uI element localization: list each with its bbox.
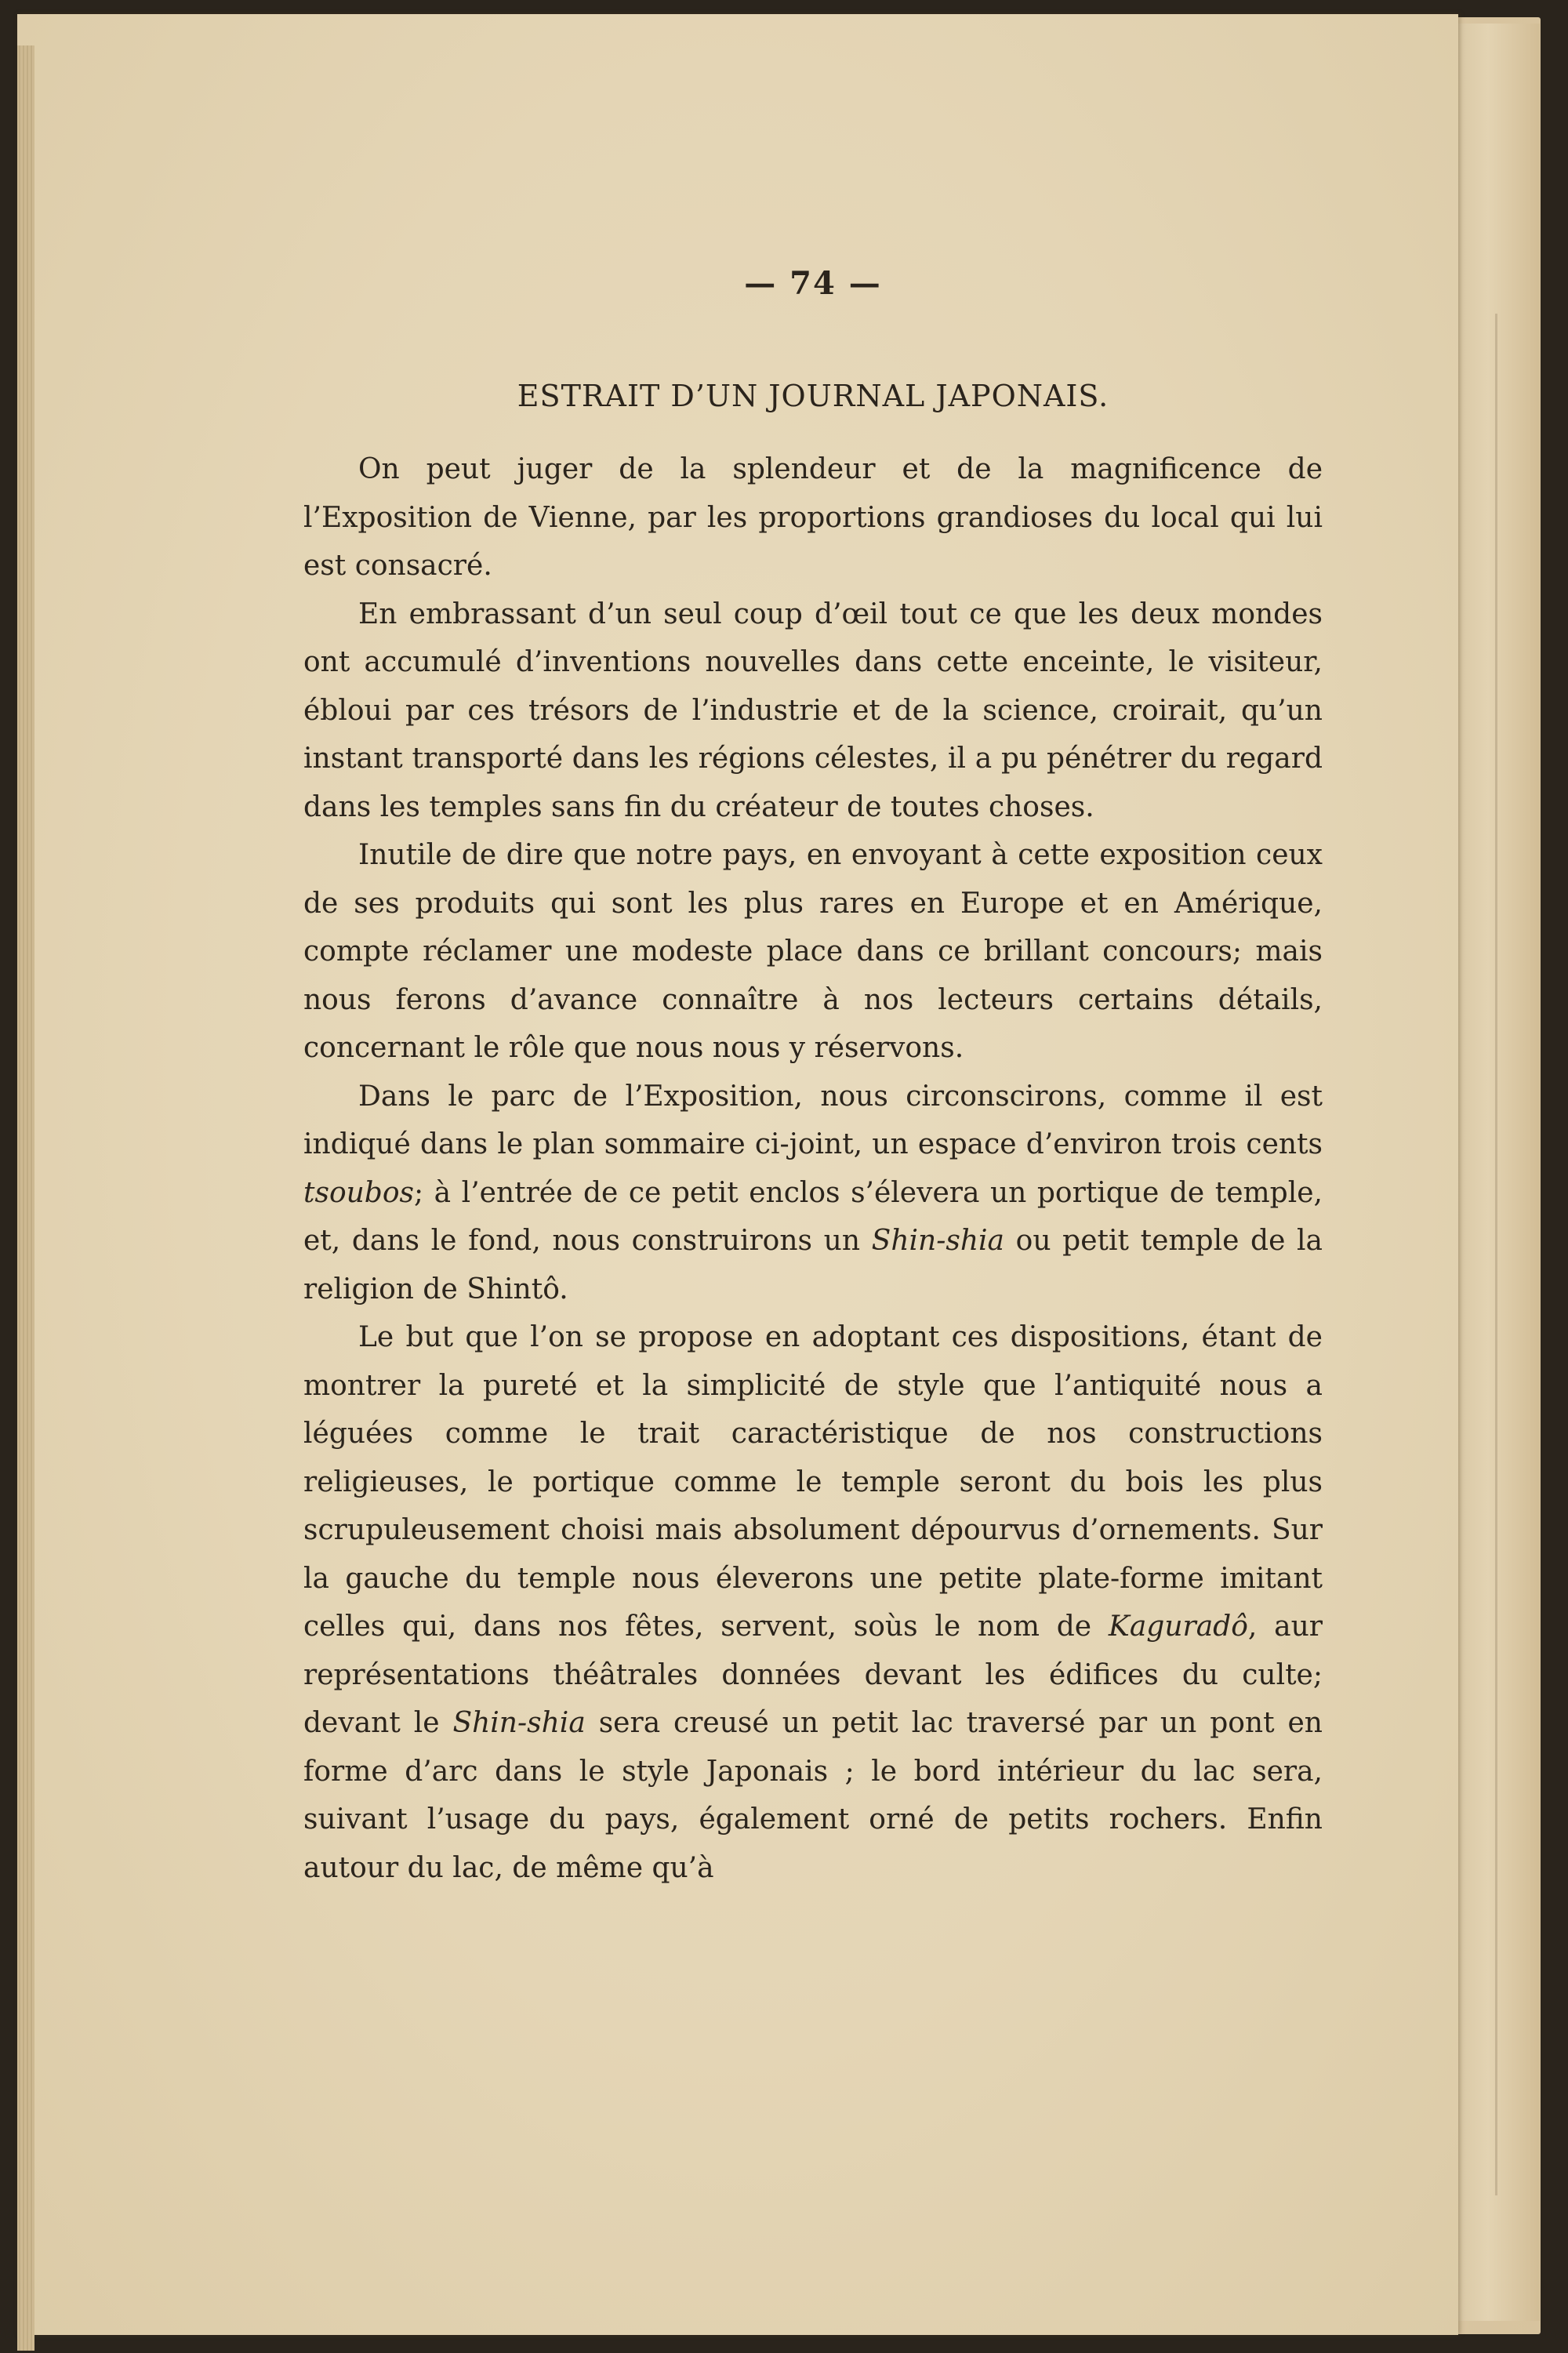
page-fold-line — [1495, 314, 1497, 2195]
article-heading: ESTRAIT D’UN JOURNAL JAPONAIS. — [517, 379, 1109, 413]
paragraph — [303, 1313, 1323, 1892]
text-segment: , aur représentations théâtrales données devant les édifices du culte; devant le — [303, 1610, 1323, 1739]
article-body — [303, 445, 1323, 1892]
text-segment: En embrassant d’un seul coup d’œil tout ce que les deux mondes ont accumulé d’inventions nouvelles dans cette enceinte, le visiteur, ébloui par ces trésors de l’industrie et de la science, croirait, qu’un instant transporté dans les régions célestes, il a pu pénétrer du regard dans les temples sans fin du créateur de toutes choses. — [303, 597, 1323, 823]
text-segment: ; à l’entrée de ce petit enclos s’élevera un portique de temple, et, dans le fond, nous construirons un — [303, 1176, 1323, 1257]
paragraph — [303, 1073, 1323, 1314]
italic-term: Kaguradô — [1108, 1610, 1248, 1643]
text-segment: Inutile de dire que notre pays, en envoyant à cette exposition ceux de ses produits qui sont les plus rares en Europe et en Amérique, compte réclamer une modeste place dans ce brillant concours; mais nous ferons d’avance connaître à nos lecteurs certains détails, concernant le rôle que nous nous y réservons. — [303, 839, 1323, 1064]
text-segment: Dans le parc de l’Exposition, nous circonscirons, comme il est indiqué dans le plan sommaire ci-joint, un espace d’environ trois cents — [303, 1080, 1323, 1160]
italic-term: Shin-shia — [452, 1707, 586, 1739]
paragraph — [303, 590, 1323, 832]
book-page — [17, 14, 1458, 2335]
text-segment: sera creusé un petit lac traversé par un pont en forme d’arc dans le style Japonais ; le bord intérieur du lac sera, suivant l’usage du pays, également orné de petits rochers. Enfin autour du lac, de même qu’à — [303, 1707, 1323, 1884]
italic-term: Shin-shia — [871, 1225, 1005, 1257]
text-segment: ou petit temple de la religion de Shintô. — [303, 1225, 1323, 1305]
italic-term: tsoubos — [303, 1176, 414, 1209]
page-number: — 74 — — [744, 265, 882, 302]
page-stack-edges — [17, 45, 34, 2351]
paragraph — [303, 445, 1323, 590]
text-segment: Le but que l’on se propose en adoptant ces dispositions, étant de montrer la pureté et la simplicité de style que l’antiquité nous a léguées comme le trait caractéristique de nos constructions religieuses, le portique comme le temple seront du bois les plus scrupuleusement choisi mais absolument dépourvus d’ornements. Sur la gauche du temple nous éleverons une petite plate-forme imitant celles qui, dans nos fêtes, servent, soùs le nom de — [303, 1321, 1323, 1643]
text-segment: On peut juger de la splendeur et de la magnificence de l’Exposition de Vienne, par les proportions grandioses du local qui lui est consacré. — [303, 453, 1323, 582]
paragraph — [303, 831, 1323, 1073]
